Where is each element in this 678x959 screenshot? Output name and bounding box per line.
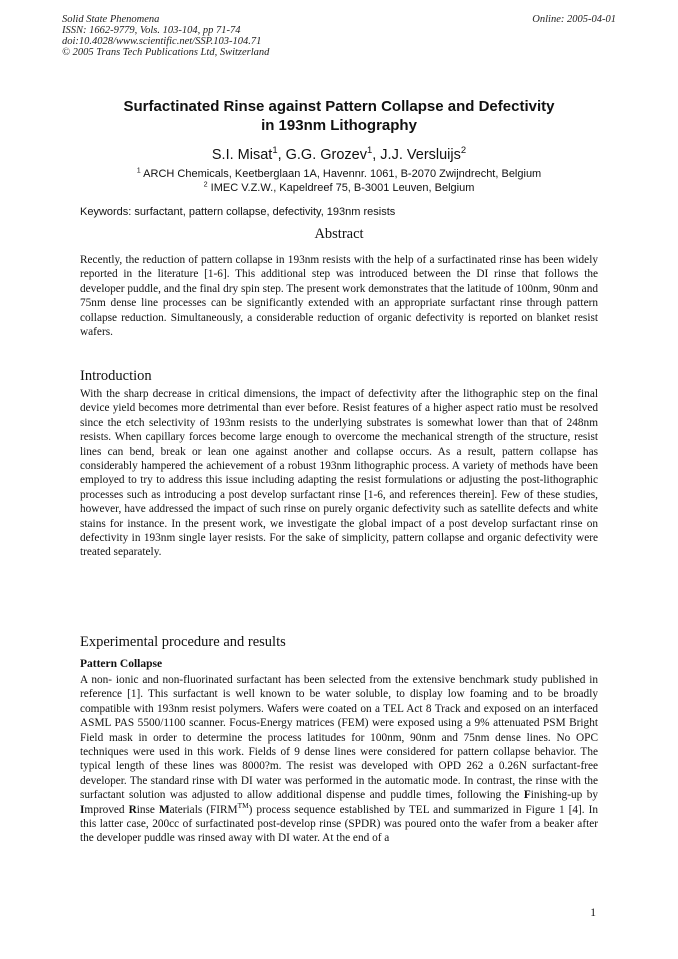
affiliation-2: $^2$ IMEC V.Z.W., Kapeldreef 75, B-3001 Leuven, Belgium [203,180,475,194]
author-3: , J.J. Versluijs [372,147,461,163]
affiliation-1: $^1$ ARCH Chemicals, Keetberglaan 1A, Havennr. 1061, B-2070 Zwijndrecht, Belgium [136,166,542,180]
pattern-collapse-subheading: Pattern Collapse [80,658,163,670]
keywords: Keywords: surfactant, pattern collapse, defectivity, 193nm resists [80,206,396,218]
page-number: 1 [590,907,596,919]
author-list [60,146,618,164]
author-1: S.I. Misat [211,147,273,163]
author-1-affil: 1 [272,144,278,156]
introduction-text: With the sharp decrease in critical dimensions, the impact of defectivity after the lithographic step on the final device yield becomes more detrimental than ever before. Resist features of a higher aspect ratio must be resolved since the etch selectivity of 193nm resists to the underlying substrates is somewhat lower than that of 248nm resists. When capillary forces become large enough to overcome the mechanical strength of the structure, resist lines can bend, break or lean one against another and collapse occurs. As a result, pattern collapse has considerably hampered the achievement of a robust 193nm lithographic process. A variety of methods have been employed to try to address this issue including adapting the resist formulations or adjusting the post-lithographic processes such as introducing a post develop surfactant rinse [1-6, and references therein]. Few of these studies, however, have addressed the impact of such rinse on purely organic defectivity such as satellite defects and white stains for instance. In the present work, we investigate the global impact of a post develop surfactant rinse on defectivity in 193nm single layer resists. For the sake of simplicity, pattern collapse and organic defectivity were treated separately. [80,388,598,559]
issn-line: ISSN: 1662-9779, Vols. 103-104, pp 71-74 [62,25,241,36]
journal-name: Solid State Phenomena [62,14,160,25]
journal-header [62,14,269,58]
paper-title [60,97,618,135]
introduction-heading: Introduction [80,368,152,384]
experimental-heading: Experimental procedure and results [80,634,286,650]
abstract-text: Recently, the reduction of pattern collapse in 193nm resists with the help of a surfactinated rinse has been widely reported in the literature [1-6]. This additional step was introduced between the DI rinse that follows the developer puddle, and the final dry spin step. The present work demonstrates that the latitude of 100nm, 90nm and 75nm dense line processes can be significantly extended with an appropriate surfactant rinse through pattern collapse reduction. Simultaneously, a considerable reduction of organic defectivity is reported on blanket resist wafers. [80,254,598,339]
affiliations [60,167,618,195]
title-line-1: Surfactinated Rinse against Pattern Collapse and Defectivity [123,98,555,115]
author-2-affil: 1 [367,144,373,156]
author-2: , G.G. Grozev [277,147,367,163]
doi-line: doi:10.4028/www.scientific.net/SSP.103-104.71 [62,36,262,47]
trademark: TM [237,800,249,810]
abstract-heading: Abstract [314,226,364,242]
title-line-2: in 193nm Lithography [261,117,417,134]
copyright-line: © 2005 Trans Tech Publications Ltd, Switzerland [62,47,270,58]
online-date: Online: 2005-04-01 [532,14,616,25]
experimental-text: A non- ionic and non-fluorinated surfactant has been selected from the extensive benchmark study published in reference [1]. This surfactant is well known to be water soluble, to display low foaming and to be broadly compatible with 193nm resist polymers. Wafers were coated on a TEL Act 8 Track and exposed on an interfaced ASML PAS 5500/1100 scanner. Focus-Energy matrices (FEM) were exposed using a 9% attenuated PSM Bright Field mask in order to determine the process latitudes for 100nm, 90nm and 75nm dense lines. No OPC techniques were used in this work. Fields of 9 dense lines were considered for pattern collapse behavior. The typical length of these lines was 8000?m. The resist was developed with OPD 262 a 0.26N surfactant-free developer. The standard rinse with DI water was performed in the automatic mode. In contrast, the rinse with the surfactant solution was adjusted to allow additional dispense and puddle times, following the Finishing-up by Improved Rinse Materials (FIRM™) process sequence established by TEL and summarized in Figure 1 [4]. In this latter case, 200cc of surfactinated post-develop rinse (SPDR) was poured onto the wafer from a beaker after the developer puddle was rinsed away with DI water. At the end of a [80,674,598,845]
author-3-affil: 2 [460,144,467,156]
